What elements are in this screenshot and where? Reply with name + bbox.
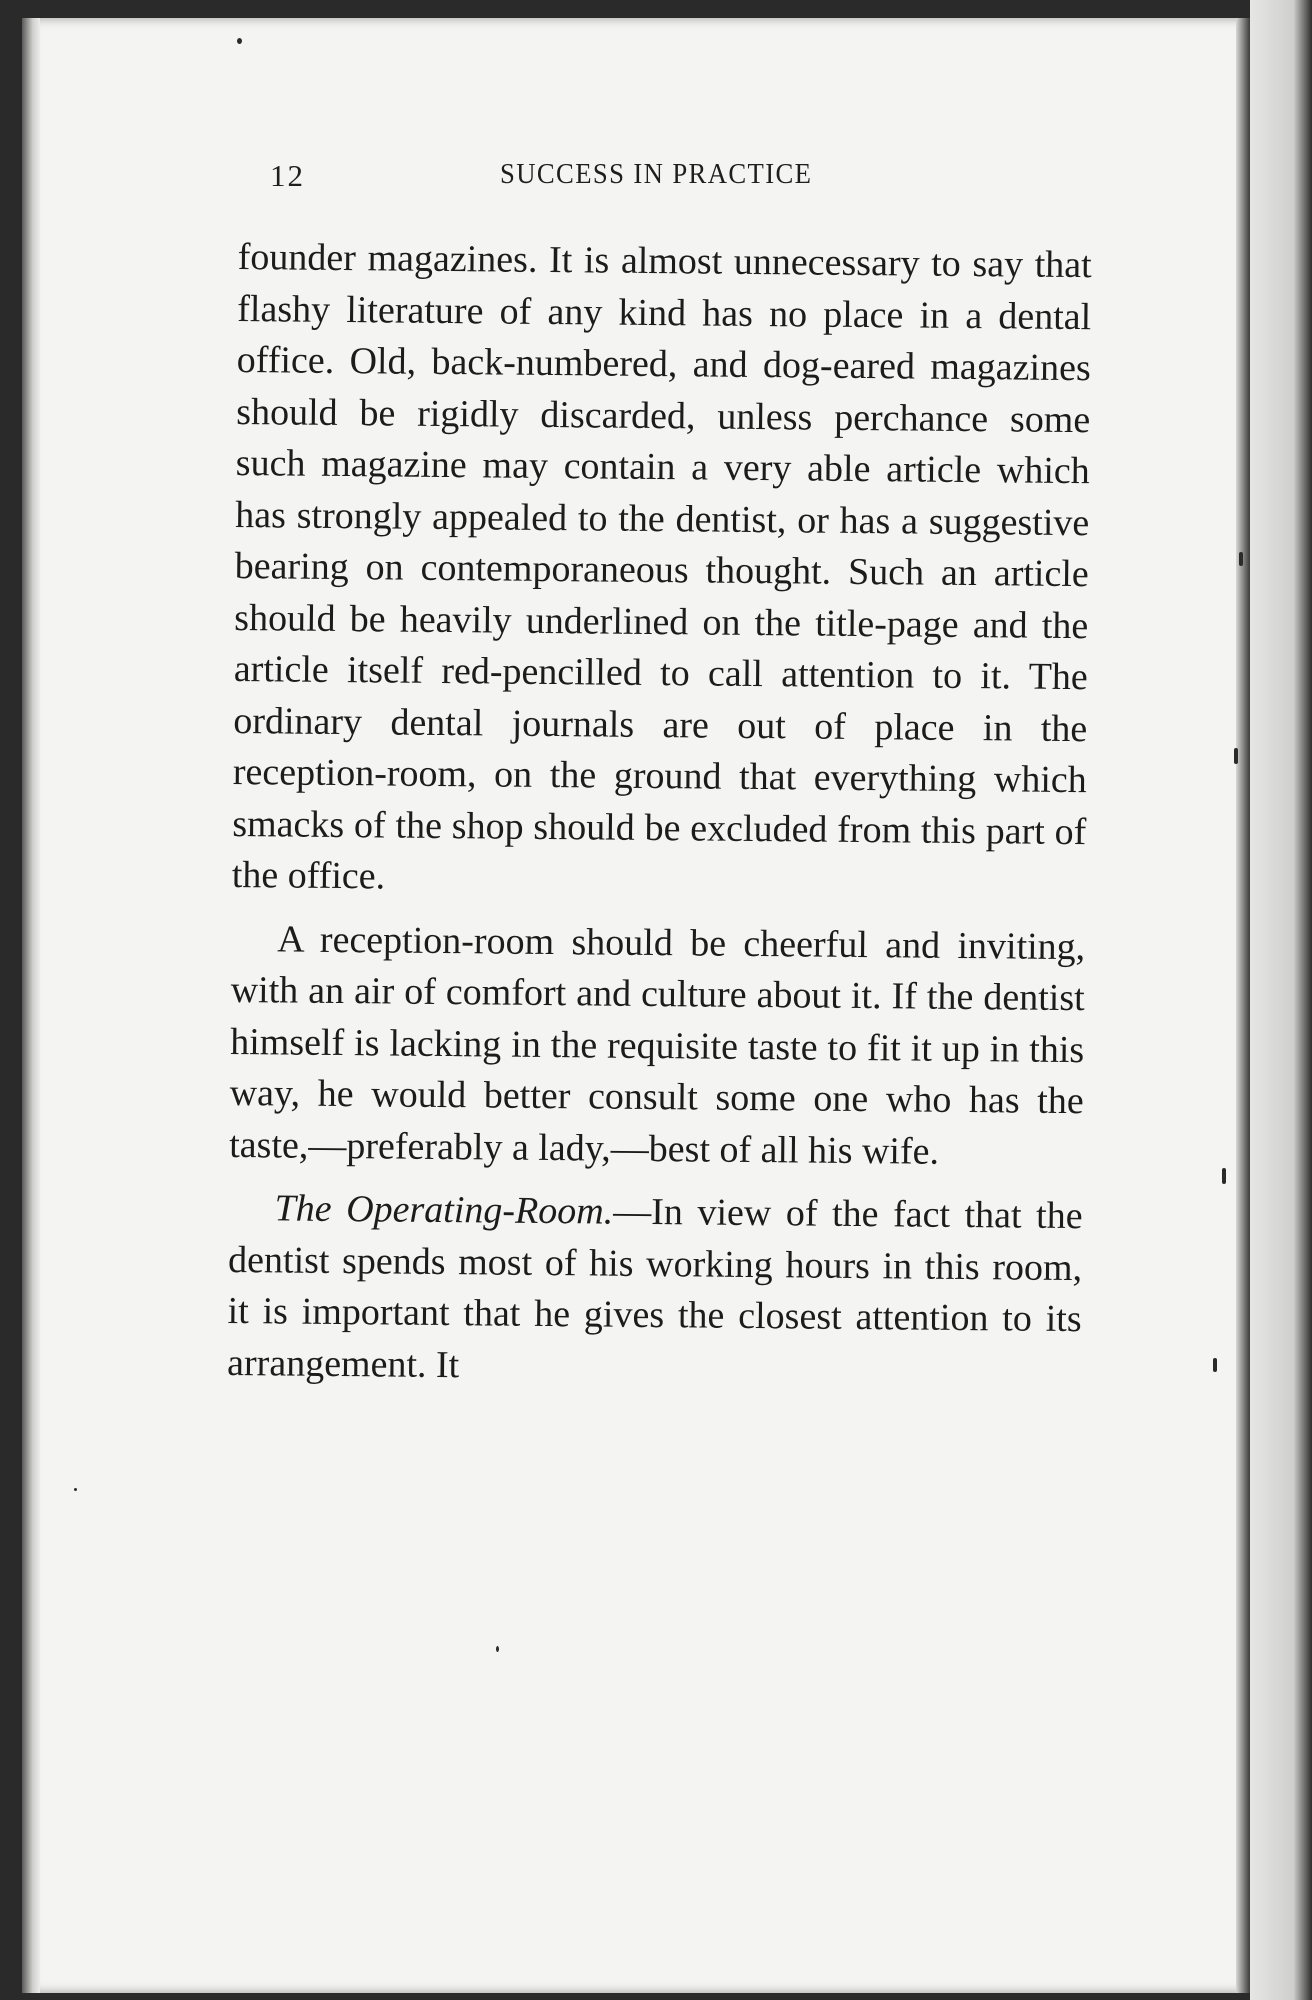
paragraph-2: A reception-room should be cheerful and inviting, with an air of comfort and culture about it. If the dentist himself is lacking in the requisite taste to fit it up in this way, he would better consult some one who has the taste,—preferably a lady,—best of all his wife. bbox=[229, 917, 1086, 1173]
page-number: 12 bbox=[270, 158, 305, 193]
paper-speck bbox=[1222, 1168, 1226, 1184]
paper-speck bbox=[237, 38, 242, 44]
paper-speck bbox=[496, 1646, 499, 1652]
paragraph-3 bbox=[227, 1183, 1083, 1397]
body-text bbox=[227, 232, 1092, 1397]
section-heading-operating-room: The Operating-Room. bbox=[274, 1187, 614, 1233]
paper-speck bbox=[1234, 748, 1238, 764]
page-header bbox=[270, 158, 910, 208]
paper-speck bbox=[1213, 1358, 1217, 1372]
paper-speck bbox=[1239, 552, 1243, 566]
facing-page-edge bbox=[1250, 0, 1312, 2000]
page-right-edge bbox=[1236, 18, 1250, 1993]
page-gutter-shadow bbox=[22, 18, 40, 1993]
running-title: SUCCESS IN PRACTICE bbox=[500, 158, 813, 190]
paper-speck bbox=[74, 1488, 77, 1491]
paragraph-3-text: —In view of the fact that the dentist spends most of his working hours in this room, it is important that he gives the closest attention to its arrangement. It bbox=[226, 1190, 1083, 1386]
paragraph-1: founder magazines. It is almost unnecessary to say that flashy literature of any kind has no place in a dental office. Old, back-numbered, and dog-eared magazines should be rigidly discarded, unless perchance some such magazine may contain a very able article which has strongly appealed to the dentist, or has a suggestive bearing on contemporaneous thought. Such an article should be heavily underlined on the title-page and the article itself red-pencilled to call attention to it. The ordinary dental journals are out of place in the reception-room, on the ground that everything which smacks of the shop should be excluded from this part of the office. bbox=[231, 235, 1092, 898]
